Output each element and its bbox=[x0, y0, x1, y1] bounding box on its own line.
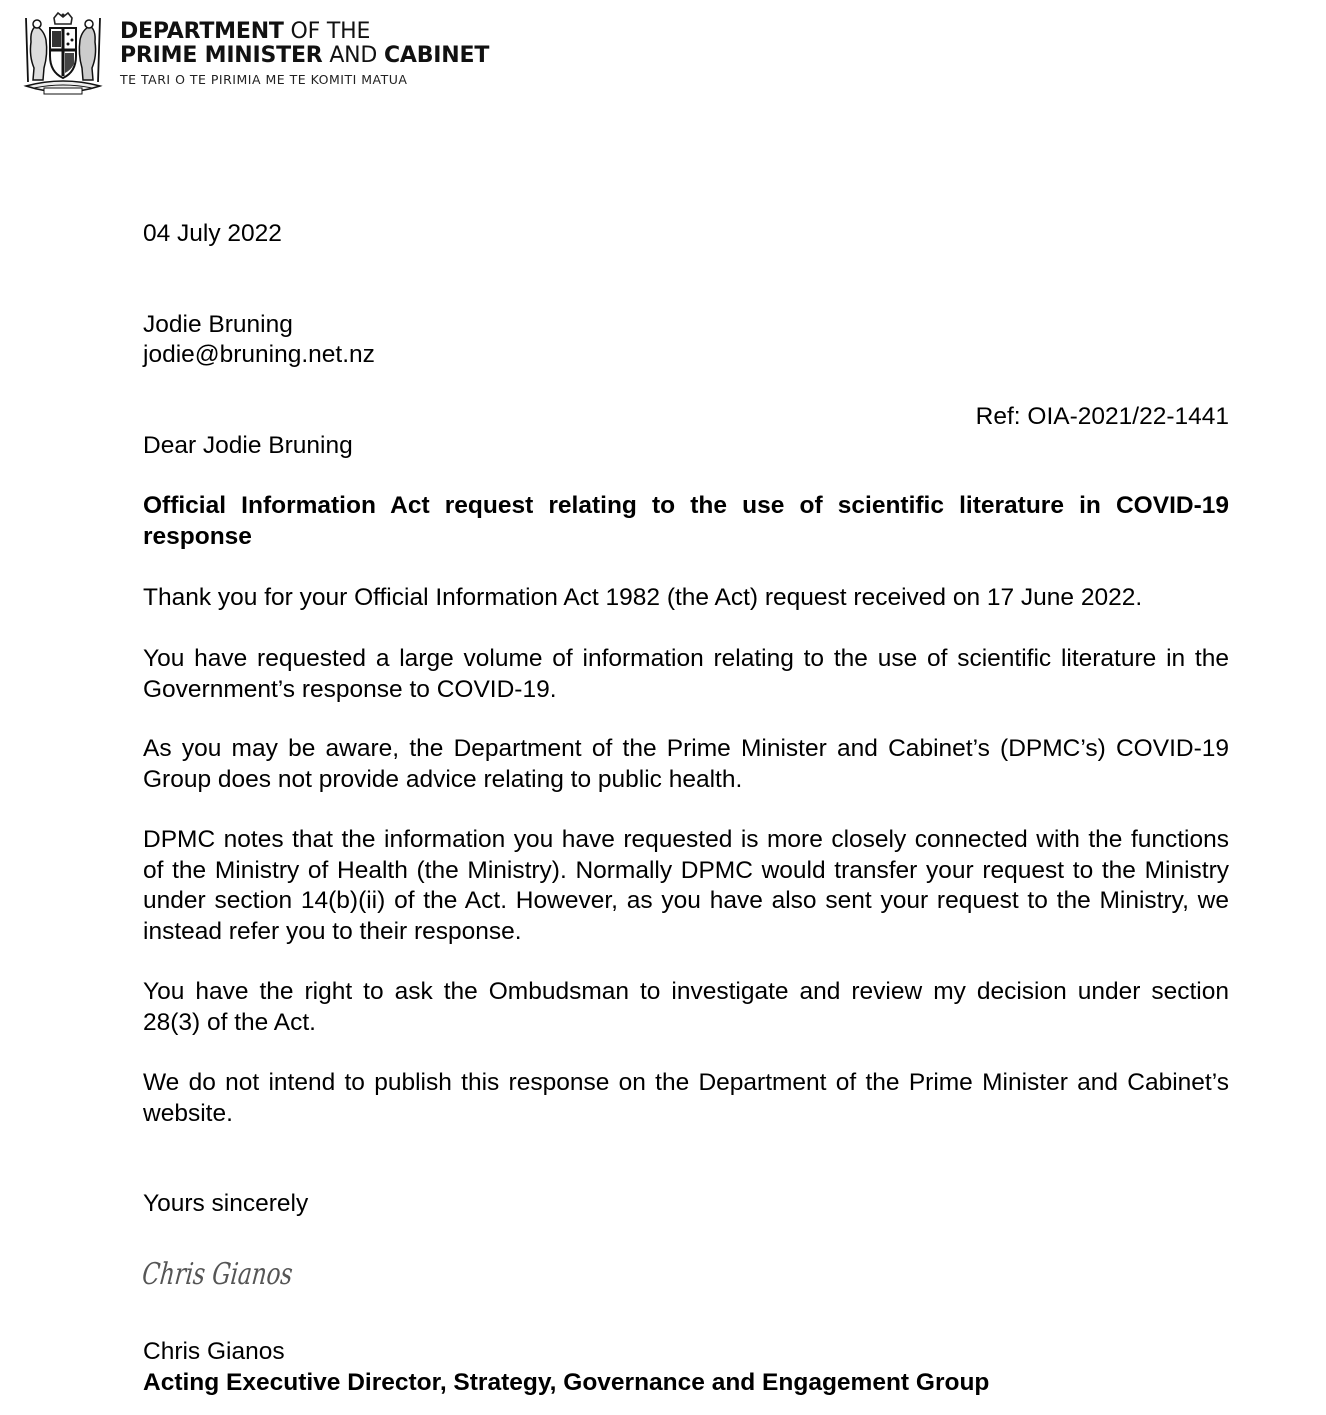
letter-subject: Official Information Act request relating to the use of scientific literature in COVID-19 response bbox=[143, 492, 1229, 550]
department-line-2 bbox=[120, 44, 489, 68]
paragraph-5: You have the right to ask the Ombudsman to investigate and review my decision under section 28(3) of the Act. bbox=[143, 978, 1229, 1036]
recipient-name: Jodie Bruning bbox=[143, 311, 293, 338]
department-maori-name: TE TARI O TE PIRIMIA ME TE KOMITI MATUA bbox=[120, 72, 408, 87]
department-line-2-mid: AND bbox=[322, 43, 384, 68]
svg-text:Chris Gianos: Chris Gianos bbox=[140, 1257, 340, 1292]
paragraph-1: Thank you for your Official Information Act 1982 (the Act) request received on 17 June 2022. bbox=[143, 584, 1143, 611]
department-line-1 bbox=[120, 20, 489, 44]
paragraph-6: We do not intend to publish this response on the Department of the Prime Minister and Cabinet’s website. bbox=[143, 1069, 1229, 1127]
signatory-name: Chris Gianos bbox=[143, 1338, 285, 1365]
letter-date: 04 July 2022 bbox=[143, 220, 282, 247]
department-name bbox=[120, 20, 489, 88]
department-line-2-bold: PRIME MINISTER bbox=[120, 43, 323, 68]
signature-image bbox=[140, 1250, 340, 1298]
department-line-1-rest: OF THE bbox=[283, 19, 371, 44]
coat-of-arms-icon bbox=[16, 12, 110, 98]
recipient-email: jodie@bruning.net.nz bbox=[143, 341, 375, 368]
reference-number: Ref: OIA-2021/22-1441 bbox=[975, 403, 1229, 430]
closing: Yours sincerely bbox=[143, 1190, 309, 1217]
signatory-title: Acting Executive Director, Strategy, Governance and Engagement Group bbox=[143, 1369, 990, 1396]
paragraph-2: You have requested a large volume of information relating to the use of scientific literature in the Government’s response to COVID-19. bbox=[143, 645, 1229, 703]
department-line-2-bold-2: CABINET bbox=[383, 43, 490, 68]
paragraph-3: As you may be aware, the Department of the Prime Minister and Cabinet’s (DPMC’s) COVID-19 Group does not provide advice relating to public health. bbox=[143, 735, 1229, 793]
department-line-1-bold: DEPARTMENT bbox=[120, 19, 284, 44]
paragraph-4: DPMC notes that the information you have requested is more closely connected with the functions of the Ministry of Health (the Ministry). Normally DPMC would transfer your request to the Ministry under section 14(b)(ii) of the Act. However, as you have also sent your request to the Ministry, we instead refer you to their response. bbox=[143, 826, 1229, 945]
salutation: Dear Jodie Bruning bbox=[143, 432, 353, 459]
